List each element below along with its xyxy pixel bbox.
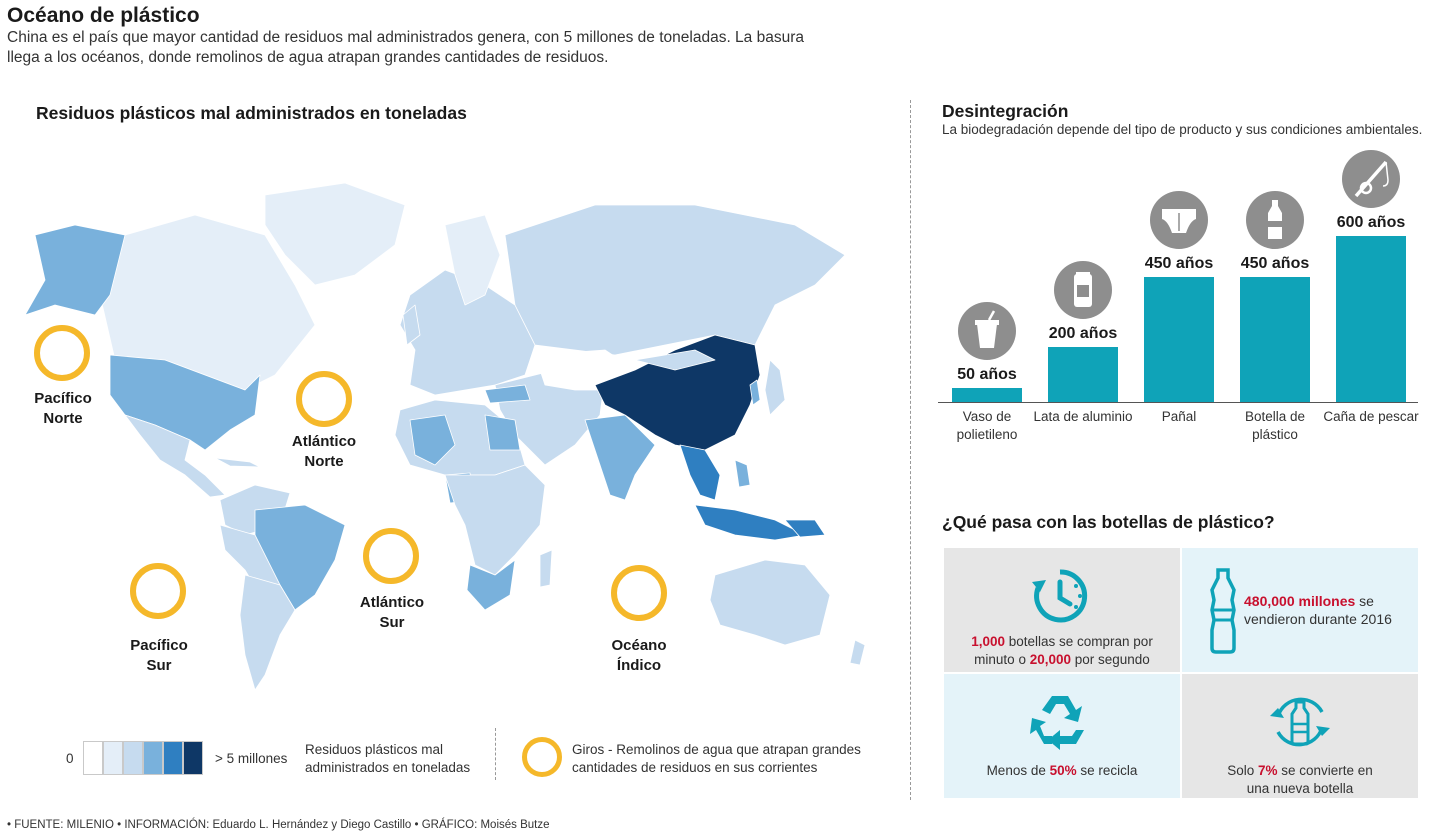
cell-text-part: botellas se compran por [1004,634,1153,649]
bottles-cell-text [944,633,1180,669]
bar [1048,347,1118,402]
egypt [485,415,520,450]
gyre-label-line: Atlántico [291,433,357,450]
gyre-label-atlantico-norte [264,432,384,472]
gyre-label-line: Océano [611,637,667,654]
bar-value-label: 450 años [1144,255,1214,272]
turkey [485,385,530,403]
legend-description: Residuos plásticos mal administrados en toneladas [305,742,471,775]
gyre-label-line: Norte [304,453,344,470]
gyre-label-line: Atlántico [359,594,425,611]
cell-text-part: se convierte en [1277,763,1373,778]
cell-text-part: por segundo [1071,652,1150,667]
bottles-cell-new-bottle [1182,674,1418,798]
legend-swatch [123,741,143,775]
thailand-vietnam [680,445,720,500]
legend-swatch [143,741,163,775]
gyre-marker [611,565,667,621]
gyre-label-pacifico-sur [99,636,219,676]
central-africa [445,465,545,575]
diaper-icon [1150,191,1208,249]
bar-category-label: Caña de pescar [1323,409,1419,424]
highlight-value: 1,000 [971,634,1005,649]
bar-value-label: 600 años [1336,214,1406,231]
legend-divider [495,728,496,780]
legend-color-scale [83,741,203,775]
legend-swatch [183,741,203,775]
highlight-value: 20,000 [1029,652,1071,667]
page-title: Océano de plástico [7,4,200,27]
bottles-cell-purchases [944,548,1180,672]
can-icon [1054,261,1112,319]
cell-text-part: una nueva botella [1246,781,1354,796]
bottles-cell-text [1182,762,1418,798]
cell-text-part: se [1355,593,1374,609]
legend-gyre-marker [522,737,562,777]
australia [710,560,830,645]
gyre-label-line: Sur [379,614,405,631]
bar [1336,236,1406,402]
philippines [735,460,750,487]
gyre-label-line: Norte [43,410,83,427]
chart-title: Desintegración [942,101,1069,121]
bar [1144,277,1214,402]
map-title: Residuos plásticos mal administrados en toneladas [36,103,467,123]
clock-icon [1030,566,1090,626]
bottles-cell-text [1244,592,1414,628]
japan [765,360,785,415]
caribbean [215,458,260,467]
new-zealand [850,640,865,665]
fishing-rod-icon [1342,150,1400,208]
recycle-icon [1028,690,1092,754]
cell-text-part: minuto o [974,652,1030,667]
gyre-label-line: Sur [146,657,172,674]
bar-value-label: 200 años [1048,325,1118,342]
bottles-title: ¿Qué pasa con las botellas de plástico? [942,512,1275,532]
legend-gyre-description: Giros - Remolinos de agua que atrapan grandes cantidades de residuos en sus corrientes [572,742,861,775]
bottle-cycle-icon [1264,686,1336,758]
bar-category-label: Botella de plástico [1244,409,1306,442]
gyre-marker [34,325,90,381]
chart-axis-line [938,402,1418,403]
section-divider [910,100,911,800]
gyre-label-atlantico-sur [332,593,452,633]
page-subtitle: China es el país que mayor cantidad de residuos mal administrados genera, con 5 millones de toneladas. La basura llega a los océanos, donde remolinos de agua atrapan grandes cantidades de residuos. [7,29,805,66]
cell-text-part: Menos de [986,763,1050,778]
gyre-marker [130,563,186,619]
gyre-label-line: Pacífico [130,637,188,654]
bar-value-label: 450 años [1240,255,1310,272]
bottles-cell-text [944,762,1180,780]
bar-value-label: 50 años [957,366,1017,383]
bottles-cell-recycle [944,674,1180,798]
bar-chart [938,150,1418,450]
cup-icon [958,302,1016,360]
legend-max-label: > 5 millones [215,751,288,766]
gyre-label-line: Índico [616,657,662,674]
source-credits: • FUENTE: MILENIO • INFORMACIÓN: Eduardo L. Hernández y Diego Castillo • GRÁFICO: Moisés Butze [7,819,550,831]
gyre-label-pacifico-norte [3,389,123,429]
cell-text-part: Solo [1227,763,1258,778]
cell-text-part: se recicla [1076,763,1138,778]
bottles-cell-sales [1182,548,1418,672]
cell-text-part: vendieron durante 2016 [1244,611,1392,627]
bar [1240,277,1310,402]
chart-subtitle: La biodegradación depende del tipo de producto y sus condiciones ambientales. [942,122,1423,137]
bar-category-label: Pañal [1161,409,1197,424]
gyre-marker [363,528,419,584]
highlight-value: 50% [1049,763,1077,778]
legend-min-label: 0 [66,751,74,766]
legend-swatch [83,741,103,775]
gyre-label-oceano-indico [579,636,699,676]
bottle-icon [1208,568,1238,654]
highlight-value: 480,000 millones [1244,593,1356,609]
bar-category-label: Vaso de polietileno [956,409,1018,442]
bottle-icon [1246,191,1304,249]
highlight-value: 7% [1257,763,1278,778]
bar-category-label: Lata de aluminio [1033,409,1133,424]
gyre-marker [296,371,352,427]
madagascar [540,550,552,587]
gyre-label-line: Pacífico [34,390,92,407]
bar [952,388,1022,402]
russia [505,205,845,355]
legend-swatch [103,741,123,775]
legend-swatch [163,741,183,775]
